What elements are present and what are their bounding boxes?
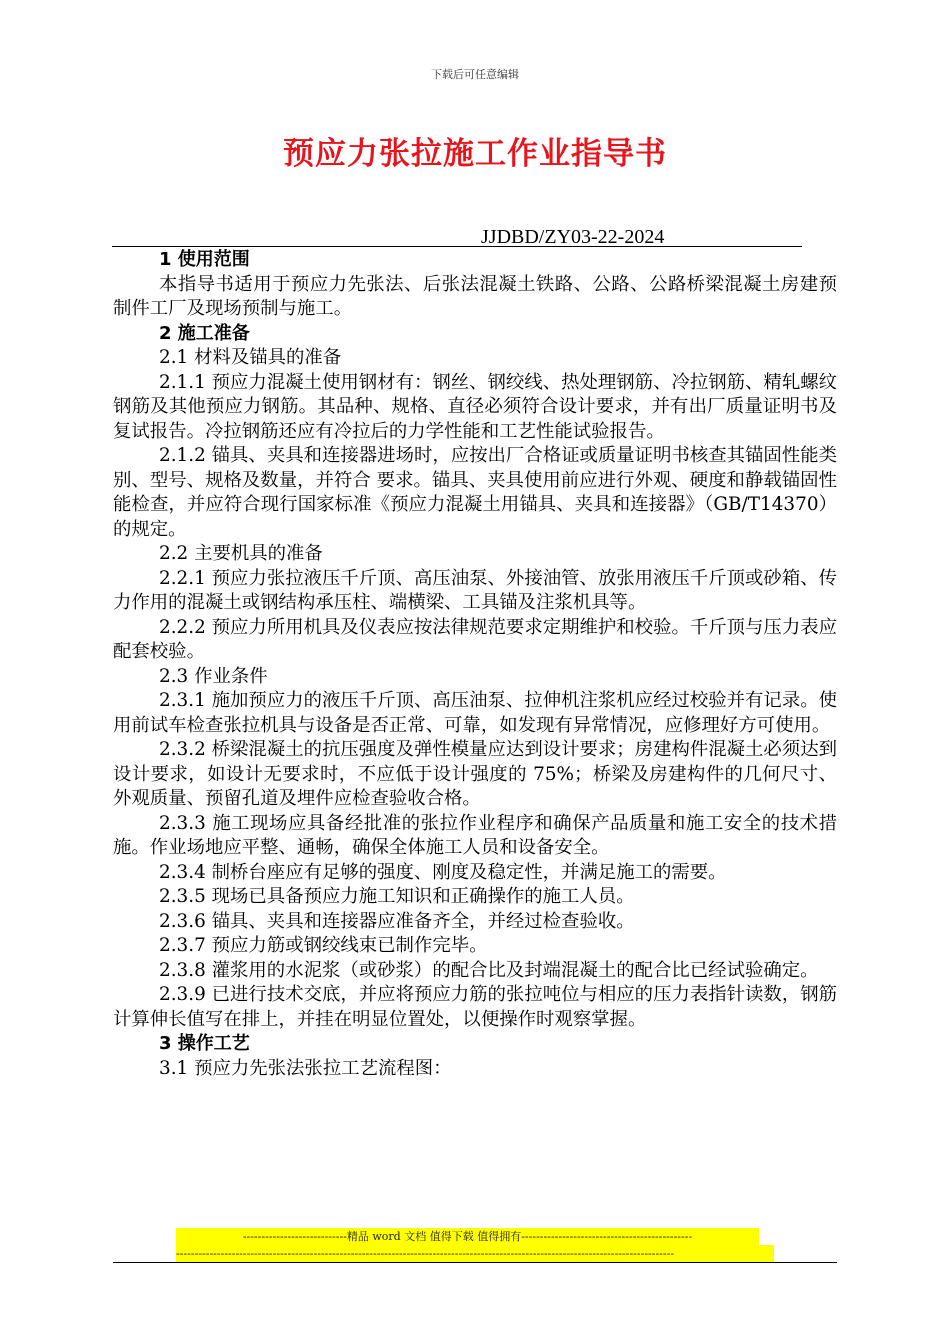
document-code: JJDBD/ZY03-22-2024	[481, 226, 665, 248]
body-paragraph: 2.1.1 预应力混凝土使用钢材有：钢丝、钢绞线、热处理钢筋、冷拉钢筋、精轧螺纹钢筋及其他预应力钢筋。其品种、规格、直径必须符合设计要求，并有出厂质量证明书及复试报告。冷拉钢筋还应有冷拉后的力学性能和工艺性能试验报告。	[113, 371, 838, 442]
body-paragraph: 3.1 预应力先张法张拉工艺流程图：	[159, 1057, 452, 1079]
footer-banner	[176, 1228, 774, 1262]
body-paragraph: 2.2 主要机具的准备	[159, 543, 323, 564]
body-paragraph: 2.3.4 制桥台座应有足够的强度、刚度及稳定性，并满足施工的需要。	[159, 861, 727, 883]
section-heading: 3 操作工艺	[159, 1033, 250, 1054]
header-note: 下载后可任意编辑	[431, 68, 519, 81]
footer-banner-line-2: --------------------------------------------------------------------------------------------------------------------------------------	[176, 1245, 774, 1262]
body-paragraph: 2.1 材料及锚具的准备	[159, 347, 342, 368]
body-paragraph: 2.3.7 预应力筋或钢绞线束已制作完毕。	[159, 935, 488, 956]
body-paragraph: 2.3.5 现场已具备预应力施工知识和正确操作的施工人员。	[159, 886, 635, 907]
body-paragraph: 2.3.1 施加预应力的液压千斤顶、高压油泵、拉伸机注浆机应经过校验并有记录。使用前试车检查张拉机具与设备是否正常、可靠，如发现有异常情况，应修理好方可使用。	[113, 690, 838, 736]
document-body	[113, 248, 837, 1081]
document-title: 预应力张拉施工作业指导书	[283, 136, 667, 172]
body-paragraph: 2.3.8 灌浆用的水泥浆（或砂浆）的配合比及封端混凝土的配合比已经试验确定。	[159, 959, 819, 981]
body-paragraph: 2.3.6 锚具、夹具和连接器应准备齐全，并经过检查验收。	[159, 910, 635, 932]
body-paragraph: 2.3.2 桥梁混凝土的抗压强度及弹性模量应达到设计要求；房建构件混凝土必须达到设计要求，如设计无要求时，不应低于设计强度的 75%；桥梁及房建构件的几何尺寸、外观质量、预留孔道及埋件应检查验收合格。	[113, 739, 838, 809]
section-heading: 2 施工准备	[159, 322, 250, 344]
body-paragraph: 2.3.9 已进行技术交底，并应将预应力筋的张拉吨位与相应的压力表指针读数，钢筋计算伸长值写在排上，并挂在明显位置处，以便操作时观察掌握。	[113, 984, 838, 1030]
body-paragraph: 本指导书适用于预应力先张法、后张法混凝土铁路、公路、公路桥梁混凝土房建预制件工厂及现场预制与施工。	[113, 273, 837, 319]
body-paragraph: 2.2.2 预应力所用机具及仪表应按法律规范要求定期维护和校验。千斤顶与压力表应配套校验。	[113, 616, 838, 662]
footer-banner-line-1: ----------------------------精品 word 文档 值得下载 值得拥有----------------------------------------------	[176, 1228, 759, 1245]
header-divider	[112, 246, 802, 247]
body-paragraph: 2.3 作业条件	[159, 665, 268, 687]
body-paragraph: 2.3.3 施工现场应具备经批准的张拉作业程序和确保产品质量和施工安全的技术措施。作业场地应平整、通畅，确保全体施工人员和设备安全。	[113, 812, 837, 858]
body-paragraph: 2.2.1 预应力张拉液压千斤顶、高压油泵、外接油管、放张用液压千斤顶或砂箱、传力作用的混凝土或钢结构承压柱、端横梁、工具锚及注浆机具等。	[113, 567, 838, 613]
footer-divider	[113, 1262, 837, 1263]
body-paragraph: 2.1.2 锚具、夹具和连接器进场时，应按出厂合格证或质量证明书核查其锚固性能类别、型号、规格及数量，并符合 要求。锚具、夹具使用前应进行外观、硬度和静载锚固性能检查，并应符合现行国家标准《预应力混凝土用锚具、夹具和连接器》（GB/T14370）的规定。	[113, 445, 838, 540]
section-heading: 1 使用范围	[159, 249, 250, 270]
